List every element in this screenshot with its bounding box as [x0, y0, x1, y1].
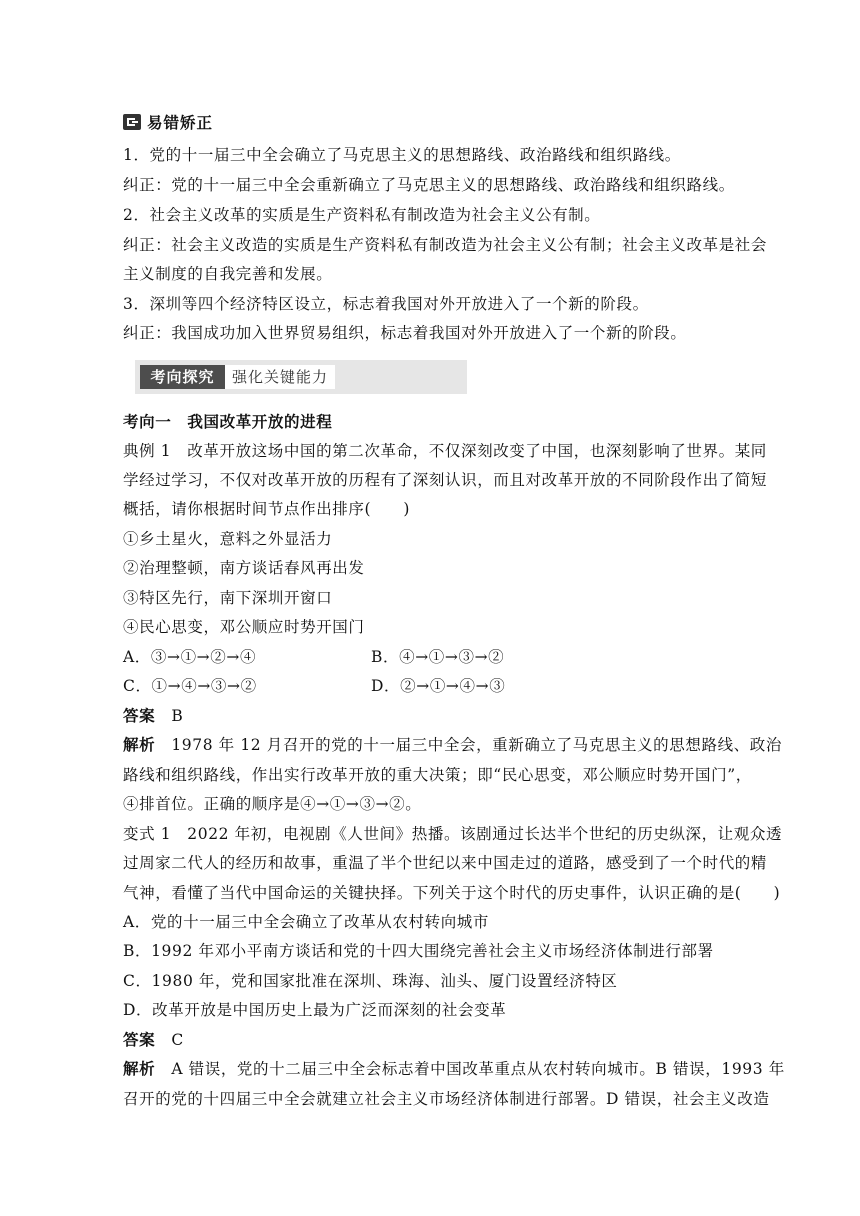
answer-label: 答案	[123, 707, 156, 725]
section-banner	[135, 360, 467, 394]
answer-value: B	[171, 707, 184, 725]
variant-option: D．改革开放是中国历史上最为广泛而深刻的社会变革	[123, 1001, 507, 1019]
topic-heading: 考向一 我国改革开放的进程	[123, 413, 333, 431]
example-item: ①乡土星火，意料之外显活力	[123, 530, 333, 548]
analysis-line	[123, 735, 782, 755]
variant-text: 气神，看懂了当代中国命运的关键抉择。下列关于这个时代的历史事件，认识正确的是( )	[123, 884, 781, 902]
example-item: ③特区先行，南下深圳开窗口	[123, 589, 333, 607]
variant-option: C．1980 年，党和国家批准在深圳、珠海、汕头、厦门设置经济特区	[123, 972, 618, 990]
answer-row	[123, 706, 183, 726]
correction-line: 主义制度的自我完善和发展。	[123, 265, 333, 283]
banner-label-dark: 考向探究	[140, 365, 225, 389]
variant-text: 过周家二代人的经历和故事，重温了半个世纪以来中国走过的道路，感受到了一个时代的精	[123, 854, 768, 872]
variant-text: 变式 1 2022 年初，电视剧《人世间》热播。该剧通过长达半个世纪的历史纵深，让观众透	[123, 825, 783, 843]
answer-label: 答案	[123, 1031, 156, 1049]
option-b: B．④→①→③→②	[371, 648, 505, 666]
example-text: 典例 1 改革开放这场中国的第二次革命，不仅深刻改变了中国，也深刻影响了世界。某同	[123, 442, 767, 460]
example-item: ④民心思变，邓公顺应时势开国门	[123, 618, 365, 636]
correction-line: 1．党的十一届三中全会确立了马克思主义的思想路线、政治路线和组织路线。	[123, 146, 681, 164]
example-item: ②治理整顿，南方谈话春风再出发	[123, 559, 365, 577]
option-d: D．②→①→④→③	[371, 677, 506, 695]
variant-option: B．1992 年邓小平南方谈话和党的十四大围绕完善社会主义市场经济体制进行部署	[123, 942, 714, 960]
correction-line: 纠正：社会主义改造的实质是生产资料私有制改造为社会主义公有制；社会主义改革是社会	[123, 236, 768, 254]
analysis-text: A 错误，党的十二届三中全会标志着中国改革重点从农村转向城市。B 错误，1993 年	[171, 1060, 785, 1078]
analysis-text: 1978 年 12 月召开的党的十一届三中全会，重新确立了马克思主义的思想路线、政治	[171, 736, 782, 754]
example-text: 学经过学习，不仅对改革开放的历程有了深刻认识，而且对改革开放的不同阶段作出了简短	[123, 471, 768, 489]
analysis-line: 路线和组织路线，作出实行改革开放的重大决策；即“民心思变，邓公顺应时势开国门”，	[123, 766, 752, 784]
banner-label-light: 强化关键能力	[225, 365, 335, 389]
analysis-label: 解析	[123, 1060, 156, 1078]
correction-line: 3．深圳等四个经济特区设立，标志着我国对外开放进入了一个新的阶段。	[123, 295, 649, 313]
analysis-line: 召开的党的十四届三中全会就建立社会主义市场经济体制进行部署。D 错误，社会主义改造	[123, 1090, 770, 1108]
option-c: C．①→④→③→②	[123, 677, 257, 695]
section-header	[123, 112, 213, 132]
analysis-label: 解析	[123, 736, 156, 754]
correction-line: 纠正：我国成功加入世界贸易组织，标志着我国对外开放进入了一个新的阶段。	[123, 324, 687, 342]
section-title: 易错矫正	[147, 114, 214, 132]
correction-line: 2．社会主义改革的实质是生产资料私有制改造为社会主义公有制。	[123, 206, 601, 224]
answer-row	[123, 1030, 184, 1050]
example-text: 概括，请你根据时间节点作出排序( )	[123, 500, 410, 518]
correction-icon	[123, 114, 141, 130]
analysis-line: ④排首位。正确的顺序是④→①→③→②。	[123, 795, 422, 813]
analysis-line	[123, 1059, 785, 1079]
answer-value: C	[171, 1031, 184, 1049]
correction-line: 纠正：党的十一届三中全会重新确立了马克思主义的思想路线、政治路线和组织路线。	[123, 176, 735, 194]
option-a: A．③→①→②→④	[123, 648, 257, 666]
variant-option: A．党的十一届三中全会确立了改革从农村转向城市	[123, 913, 489, 931]
